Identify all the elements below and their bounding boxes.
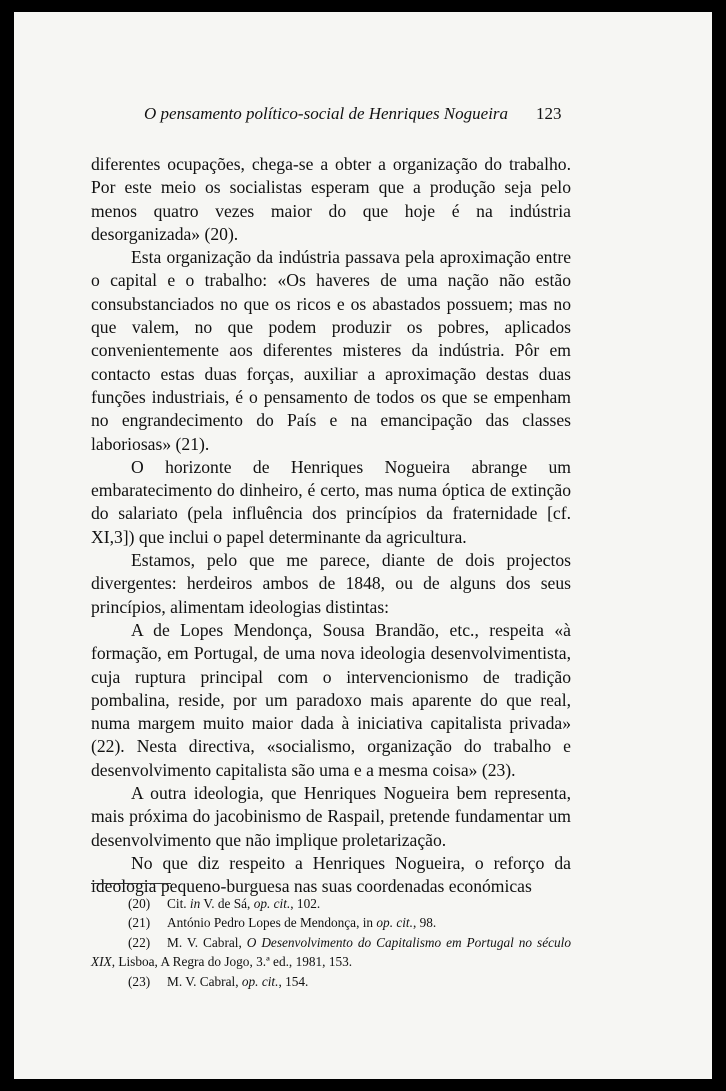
paragraph-5: A de Lopes Mendonça, Sousa Brandão, etc., respeita «à formação, em Portugal, de uma nova ideologia desenvolvimentista, cuja ruptura principal com o intervencionismo de tradição pombalina, reside, por um paradoxo mais aparente do que real, numa margem muito maior dada à iniciativa capitalista privada» (22). Nesta directiva, «socialismo, organização do trabalho e desenvolvimento capitalista são uma e a mesma coisa» (23). xyxy=(91,619,571,780)
page-header xyxy=(14,104,712,128)
paragraph-7: No que diz respeito a Henriques Nogueira, o reforço da ideologia pequeno-burguesa nas suas coordenadas económicas xyxy=(91,852,571,897)
paragraph-1: diferentes ocupações, chega-se a obter a organização do trabalho. Por este meio os socialistas esperam que a produção seja pelo menos quatro vezes maior do que hoje é na indústria desorganizada» (20). xyxy=(91,154,571,244)
footnote-number: (23) xyxy=(128,973,151,989)
body-text xyxy=(91,153,571,899)
footnote-22: (22) M. V. Cabral, O Desenvolvimento do Capitalismo em Portugal no século XIX, Lisboa, A Regra do Jogo, 3.ª ed., 1981, 153. xyxy=(91,934,571,970)
running-title: O pensamento político-social de Henriques Nogueira xyxy=(144,104,509,123)
paragraph-6: A outra ideologia, que Henriques Nogueira bem representa, mais próxima do jacobinismo de Raspail, pretende fundamentar um desenvolvimento que não implique proletarização. xyxy=(91,783,571,850)
book-page xyxy=(14,12,712,1079)
paragraph-2: Esta organização da indústria passava pela aproximação entre o capital e o trabalho: «Os haveres de uma nação não estão consubstanciados no que os ricos e os abastados possuem; mas no que valem, no que podem produzir os pobres, aplicados convenientemente aos diferentes misteres da indústria. Pôr em contacto estas duas forças, auxiliar a aproximação destas duas funções industriais, é o pensamento de todos os que se empenham no engrandecimento do País e na emancipação das classes laboriosas» (21). xyxy=(91,247,571,454)
paragraph-4: Estamos, pelo que me parece, diante de dois projectos divergentes: herdeiros ambos de 1848, ou de alguns dos seus princípios, alimentam ideologias distintas: xyxy=(91,550,571,617)
footnote-21: (21) António Pedro Lopes de Mendonça, in op. cit., 98. xyxy=(91,913,571,932)
footnotes xyxy=(91,894,571,991)
footnote-number: (20) xyxy=(128,896,151,911)
footnote-number: (22) xyxy=(128,934,151,950)
footnote-23: (23) M. V. Cabral, op. cit., 154. xyxy=(91,972,571,991)
footnote-divider xyxy=(91,883,171,884)
footnote-number: (21) xyxy=(128,915,151,931)
footnote-20: (20) Cit. in V. de Sá, op. cit., 102. xyxy=(91,894,571,913)
page-number: 123 xyxy=(536,104,562,123)
paragraph-3: O horizonte de Henriques Nogueira abrange um embaratecimento do dinheiro, é certo, mas numa óptica de extinção do salariato (pela influência dos princípios da fraternidade [cf. XI,3]) que inclui o papel determinante da agricultura. xyxy=(91,456,571,547)
